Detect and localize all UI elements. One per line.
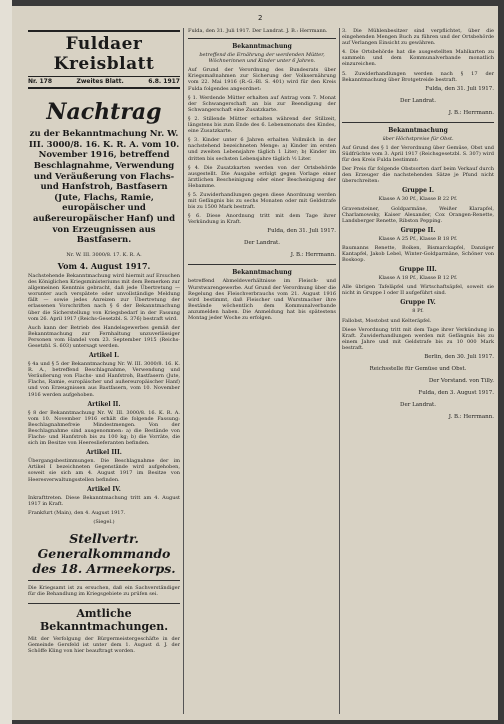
nachtrag-date: Vom 4. August 1917. bbox=[57, 260, 151, 271]
newspaper-page bbox=[12, 6, 498, 720]
paragraph: Auch kann der Betrieb des Handelsgewerbes gemäß der Bekanntmachung zur Fernhaltung unzuverlässiger Personen vom Handel vom 23. September 1915 (Reichs-Gesetzbl. S. 603) untersagt werden. bbox=[28, 324, 180, 349]
paragraph: 4. Die Ortsbehörde hat die ausgestellten Mahlkarten zu sammeln und dem Kommunalverbande monatlich einzureichen. bbox=[342, 49, 494, 68]
paragraph: § 6. Diese Anordnung tritt mit dem Tage ihrer Verkündung in Kraft. bbox=[188, 213, 336, 226]
paragraph: § 4. Die Zusatzkarten werden von der Ortsbehörde ausgestellt. Die Ausgabe erfolgt gegen Vorlage einer ärztlichen Bescheinigung oder einer Bescheinigung der Hebamme. bbox=[188, 164, 336, 189]
nachtrag-number: Nr. W. III. 3000/8. 17. K. R. A. bbox=[66, 251, 142, 258]
footer-note: Die Kriegsamt ist zu ersuchen, daß ein Sachverständiger für die Behandlung im Kriegsgebiete zu prüfen sei. bbox=[28, 584, 180, 598]
intro-text: Fulda, den 31. Juli 1917. Der Landrat. J. B.: Herrmann. bbox=[188, 28, 328, 34]
signature-office: Der Landrat. bbox=[244, 240, 280, 247]
divider bbox=[188, 264, 336, 265]
section-subtitle: betreffend die Ernährung der werdenden Mütter, Wöchnerinnen und Kinder unter 6 Jahren. bbox=[199, 52, 325, 65]
divider bbox=[342, 122, 494, 123]
price-group-price: Klasse A 30 Pf., Klasse B 22 Pf. bbox=[378, 196, 458, 203]
article-label: Artikel IV. bbox=[87, 485, 121, 493]
signature-office: Der Landrat. bbox=[400, 402, 436, 408]
price-group-label: Gruppe III. bbox=[399, 266, 437, 274]
command-signature: Stellvertr. Generalkommando des 18. Armeekorps. bbox=[32, 530, 176, 576]
signature-place: Berlin, den 30. Juli 1917. bbox=[424, 354, 494, 360]
column-left bbox=[28, 28, 180, 718]
paragraph: § 5. Zuwiderhandlungen gegen diese Anordnung werden mit Gefängnis bis zu sechs Monaten oder mit Geldstrafe bis zu 1500 Mark bestraft. bbox=[188, 191, 336, 211]
sheet-label: Zweites Blatt. bbox=[76, 78, 124, 85]
price-group-label: Gruppe II. bbox=[400, 226, 436, 234]
article-label: Artikel II. bbox=[87, 400, 121, 408]
signature-office: Der Landrat. bbox=[400, 97, 436, 104]
signature-place: Fulda, den 31. Juli 1917. bbox=[267, 228, 336, 235]
price-group-price: Klasse A 25 Pf., Klasse B 18 Pf. bbox=[378, 235, 458, 242]
paragraph: Auf Grund der Verordnung des Bundesrats über Kriegsmaßnahmen zur Sicherung der Volksernährung vom 22. Mai 1916 (R.-G.-Bl. S. 401) wird für den Kreis Fulda folgendes angeordnet: bbox=[188, 67, 336, 92]
price-group-text: Fallobst, Mostobst und Kelteräpfel. bbox=[342, 317, 432, 324]
article-text: § 4a und § 5 der Bekanntmachung Nr. W. III. 3000/8. 16. K. R. A., betreffend Beschlagnahme, Verwendung und Veräußerung von Flachs- und Hanfstroh, Bastfasern (Jute, Flachs, Ramie, europäischer und außereuropäischer Hanf) und von Erzeugnissen aus Bastfasern, vom 10. November 1916 werden aufgehoben. bbox=[28, 361, 180, 398]
paragraph: § 2. Stillende Mütter erhalten während der Stillzeit, längstens bis zum Ende des 6. Lebensmonats des Kindes, eine Zusatzkarte. bbox=[188, 115, 336, 135]
page-edge bbox=[0, 0, 12, 724]
signature-name: J. B.: Herrmann. bbox=[290, 252, 336, 259]
closing-text: Diese Verordnung tritt mit dem Tage ihrer Verkündung in Kraft. Zuwiderhandlungen werden mit Gefängnis bis zu einem Jahre und mit Geldstrafe bis zu 10 000 Mark bestraft. bbox=[342, 326, 494, 351]
divider bbox=[188, 38, 336, 39]
price-group-text: Gravensteiner, Goldparmäne, Weißer Klarapfel, Charlamowsky, Kaiser Alexander, Cox Orangen-Renette, Landsberger Renette, Ribston Pepping. bbox=[342, 205, 494, 224]
price-group-price: 8 Pf. bbox=[412, 308, 424, 315]
paragraph: 3. Die Mühlenbesitzer sind verpflichtet, über die eingehenden Mengen Buch zu führen und der Ortsbehörde auf Verlangen Einsicht zu gewähren. bbox=[342, 28, 494, 47]
article-text: § 8 der Bekanntmachung Nr. W. III. 3000/8. 16. K. R. A. vom 10. November 1916 erhält die folgende Fassung: Beschlagnahmefreie Mindestmengen. Von der Beschlagnahme sind ausgenommen: a) die Bestände von Flachs- und Hanfstroh bis zu 100 kg; b) die Vorräte, die sich im Besitze von Heereslieferanten befinden. bbox=[28, 409, 180, 447]
price-group-label: Gruppe I. bbox=[402, 187, 434, 195]
column-middle bbox=[188, 28, 336, 718]
section-title: Bekanntmachung bbox=[232, 43, 292, 51]
masthead-title: Fuldaer Kreisblatt bbox=[28, 30, 180, 77]
issue-number: Nr. 178 bbox=[28, 78, 53, 85]
column-rule bbox=[183, 28, 184, 714]
paragraph: 5. Zuwiderhandlungen werden nach § 17 der Bekanntmachung über Brotgetreide bestraft. bbox=[342, 70, 494, 83]
section-title: Bekanntmachung bbox=[388, 126, 448, 134]
signature-name: Der Vorstand. von Tilly. bbox=[428, 378, 494, 384]
article-text: Inkrafttreten. Diese Bekanntmachung tritt am 4. August 1917 in Kraft. bbox=[28, 494, 180, 507]
signature-place: Fulda, den 31. Juli 1917. bbox=[425, 85, 494, 92]
paragraph: § 3. Kinder unter 6 Jahren erhalten Vollmilch in der nachstehend bezeichneten Menge: a) Kinder im ersten und zweiten Lebensjahre täglich 1 Liter; b) Kinder im dritten bis sechsten Lebensjahre täglich ½ Liter. bbox=[188, 137, 336, 162]
page-number: 2 bbox=[258, 14, 263, 22]
signature-name: J. B.: Herrmann. bbox=[448, 109, 494, 116]
column-rule bbox=[339, 28, 340, 714]
paragraph: Der Preis für folgende Obstsorten darf beim Verkauf durch den Erzeuger die nachstehenden Sätze je Pfund nicht überschreiten: bbox=[342, 166, 494, 185]
place-date: Frankfurt (Main), den 4. August 1917. bbox=[28, 509, 126, 516]
issue-date: 6.8. 1917 bbox=[148, 78, 180, 85]
notices-text: Mit der Verfolgung der Bürgermeistergeschäfte in der Gemeinde Gersfeld ist unter dem 1. August d. J. der Schöffe Kling von hier beauftragt worden. bbox=[28, 636, 180, 655]
signature-office: Reichsstelle für Gemüse und Obst. bbox=[369, 366, 467, 372]
masthead-meta bbox=[28, 77, 180, 89]
article-label: Artikel I. bbox=[88, 352, 120, 360]
notices-title: Amtliche Bekanntmachungen. bbox=[28, 603, 180, 633]
section-subtitle: über Höchstpreise für Obst. bbox=[382, 135, 454, 142]
divider bbox=[28, 580, 180, 581]
paragraph: § 1. Werdende Mütter erhalten auf Antrag vom 7. Monat der Schwangerschaft an bis zur Beendigung der Schwangerschaft eine Zusatzkarte. bbox=[188, 94, 336, 113]
signature-place: Fulda, den 3. August 1917. bbox=[418, 390, 494, 396]
paragraph: Nachstehende Bekanntmachung wird hiermit auf Ersuchen des Königlichen Kriegsministeriums mit dem Bemerken zur allgemeinen Kenntnis gebracht, daß jede Übertretung — worunter auch verspätete oder unvollständige Meldung fällt — sowie jedes Anreizen zur Übertretung der erlassenen Vorschriften nach § 6 der Bekanntmachung über die Sicherstellung von Kriegsbedarf in der Fassung vom 26. April 1917 (Reichs-Gesetzbl. S. 376) bestraft wird. bbox=[28, 272, 180, 322]
price-group-label: Gruppe IV. bbox=[400, 299, 436, 307]
article-label: Artikel III. bbox=[86, 449, 122, 457]
nachtrag-title: Nachtrag bbox=[46, 99, 162, 125]
paragraph: Auf Grund des § 1 der Verordnung über Gemüse, Obst und Südfrüchte vom 3. April 1917 (Reichsgesetzbl. S. 307) wird für den Kreis Fulda bestimmt: bbox=[342, 144, 494, 164]
price-group-text: Alle übrigen Tafeläpfel und Wirtschaftsäpfel, soweit sie nicht in Gruppe I oder II aufgeführt sind. bbox=[342, 284, 494, 297]
paragraph: betreffend Abmeldeverhältnisse im Fleisch- und Wurstwarengewerbe. Auf Grund der Verordnung über die Regelung des Fleischverbrauchs vom 21. August 1916 wird bestimmt, daß Fleischer und Wurstmacher ihre Bestände wöchentlich dem Kommunalverbande anzumelden haben. Die Anmeldung hat bis spätestens Montag jeder Woche zu erfolgen. bbox=[188, 278, 336, 321]
section-title: Bekanntmachung bbox=[232, 269, 292, 277]
price-group-price: Klasse A 18 Pf., Klasse B 12 Pf. bbox=[378, 275, 458, 282]
article-text: Übergangsbestimmungen. Die Beschlagnahme der im Artikel I bezeichneten Gegenstände wird aufgehoben, soweit sie sich am 4. August 1917 im Besitze von Heeresverwaltungsstellen befinden. bbox=[28, 458, 180, 483]
seal-note: (Siegel.) bbox=[93, 518, 115, 525]
nachtrag-heading: zu der Bekanntmachung Nr. W. III. 3000/8. 16. K. R. A. vom 10. November 1916, betreffend Beschlagnahme, Verwendung und Veräußerung von Flachs- und Hanfstroh, Bastfasern (Jute, Flachs, Ramie, europäischer und außereuropäischer Hanf) und von Erzeugnissen aus Bastfasern. bbox=[28, 129, 180, 246]
signature-name: J. B.: Herrmann. bbox=[448, 414, 494, 420]
price-group-text: Baumanns Renette, Boiken, Bismarckapfel, Danziger Kantapfel, Jakob Lebel, Winter-Goldparmäne, Schöner von Boskoop. bbox=[342, 244, 494, 264]
column-right bbox=[342, 28, 494, 718]
